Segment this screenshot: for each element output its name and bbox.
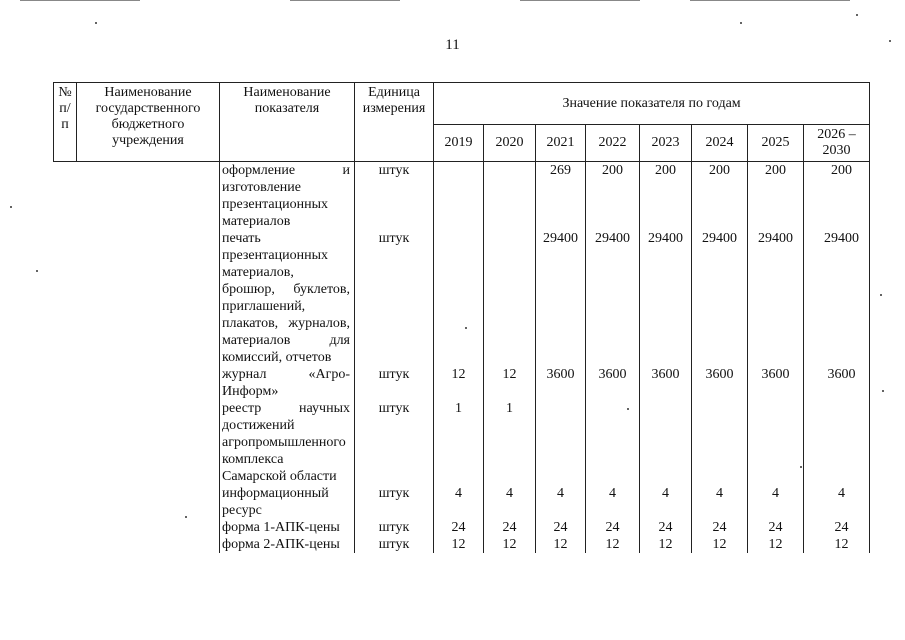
header-num: № п/п bbox=[54, 83, 77, 162]
cell-value: 29400 bbox=[748, 230, 804, 366]
cell-num bbox=[54, 400, 77, 485]
cell-value: 12 bbox=[804, 536, 870, 553]
cell-num bbox=[54, 162, 77, 231]
table-body bbox=[54, 162, 870, 554]
header-year: 2024 bbox=[692, 125, 748, 162]
cell-institution bbox=[77, 230, 220, 366]
cell-value: 4 bbox=[748, 485, 804, 519]
cell-value: 269 bbox=[536, 162, 586, 231]
cell-num bbox=[54, 230, 77, 366]
scan-speck bbox=[740, 22, 742, 24]
cell-value: 3600 bbox=[536, 366, 586, 400]
cell-value: 12 bbox=[640, 536, 692, 553]
cell-value bbox=[586, 400, 640, 485]
cell-value: 24 bbox=[536, 519, 586, 536]
cell-institution bbox=[77, 400, 220, 485]
cell-value bbox=[804, 400, 870, 485]
scan-speck bbox=[95, 22, 97, 24]
cell-value bbox=[748, 400, 804, 485]
cell-indicator: журнал «Агро-Информ» bbox=[220, 366, 355, 400]
cell-unit: штук bbox=[355, 400, 434, 485]
scan-edge-line bbox=[290, 0, 400, 1]
cell-num bbox=[54, 366, 77, 400]
cell-value: 24 bbox=[748, 519, 804, 536]
cell-unit: штук bbox=[355, 162, 434, 231]
header-year: 2019 bbox=[434, 125, 484, 162]
cell-value: 4 bbox=[536, 485, 586, 519]
cell-value: 24 bbox=[804, 519, 870, 536]
cell-value: 29400 bbox=[640, 230, 692, 366]
cell-value bbox=[640, 400, 692, 485]
page-number: 11 bbox=[445, 37, 460, 53]
cell-indicator: оформление и изготовление презентационных материалов bbox=[220, 162, 355, 231]
cell-value bbox=[484, 230, 536, 366]
cell-institution bbox=[77, 485, 220, 519]
cell-value: 3600 bbox=[692, 366, 748, 400]
cell-value: 29400 bbox=[536, 230, 586, 366]
table-row bbox=[54, 230, 870, 366]
cell-num bbox=[54, 519, 77, 536]
cell-value: 200 bbox=[640, 162, 692, 231]
header-values-by-year: Значение показателя по годам bbox=[434, 83, 870, 125]
cell-unit: штук bbox=[355, 230, 434, 366]
table-row bbox=[54, 519, 870, 536]
cell-value bbox=[692, 400, 748, 485]
cell-value: 1 bbox=[484, 400, 536, 485]
scan-speck bbox=[36, 270, 38, 272]
cell-value: 24 bbox=[692, 519, 748, 536]
cell-indicator: форма 1-АПК-цены bbox=[220, 519, 355, 536]
header-year: 2021 bbox=[536, 125, 586, 162]
cell-value: 4 bbox=[692, 485, 748, 519]
cell-institution bbox=[77, 519, 220, 536]
header-year: 2025 bbox=[748, 125, 804, 162]
cell-unit: штук bbox=[355, 485, 434, 519]
cell-indicator: печать презентационных материалов, брошюр, буклетов, приглашений, плакатов, журналов, материалов для комиссий, отчетов bbox=[220, 230, 355, 366]
cell-institution bbox=[77, 162, 220, 231]
table-row bbox=[54, 162, 870, 231]
indicators-table bbox=[53, 82, 870, 553]
cell-value: 3600 bbox=[804, 366, 870, 400]
cell-value: 3600 bbox=[640, 366, 692, 400]
cell-value: 12 bbox=[536, 536, 586, 553]
scan-speck bbox=[882, 390, 884, 392]
cell-value bbox=[434, 162, 484, 231]
cell-num bbox=[54, 536, 77, 553]
cell-value: 1 bbox=[434, 400, 484, 485]
cell-value: 12 bbox=[484, 536, 536, 553]
scan-speck bbox=[856, 14, 858, 16]
header-year: 2023 bbox=[640, 125, 692, 162]
cell-value bbox=[434, 230, 484, 366]
cell-value: 12 bbox=[692, 536, 748, 553]
cell-value: 3600 bbox=[748, 366, 804, 400]
table-row bbox=[54, 536, 870, 553]
cell-value bbox=[536, 400, 586, 485]
header-year: 2026 – 2030 bbox=[804, 125, 870, 162]
cell-value: 4 bbox=[804, 485, 870, 519]
cell-value: 24 bbox=[484, 519, 536, 536]
cell-value: 24 bbox=[434, 519, 484, 536]
cell-value: 4 bbox=[586, 485, 640, 519]
cell-value: 24 bbox=[586, 519, 640, 536]
header-year: 2020 bbox=[484, 125, 536, 162]
cell-value: 29400 bbox=[692, 230, 748, 366]
cell-value: 12 bbox=[434, 366, 484, 400]
scan-edge-line bbox=[20, 0, 140, 1]
cell-value bbox=[484, 162, 536, 231]
cell-indicator: форма 2-АПК-цены bbox=[220, 536, 355, 553]
cell-unit: штук bbox=[355, 519, 434, 536]
cell-value: 24 bbox=[640, 519, 692, 536]
scan-edge-line bbox=[520, 0, 640, 1]
scan-edge-line bbox=[690, 0, 850, 1]
cell-unit: штук bbox=[355, 366, 434, 400]
cell-indicator: реестр научных достижений агропромышленного комплекса Самарской области bbox=[220, 400, 355, 485]
cell-value: 12 bbox=[748, 536, 804, 553]
cell-value: 12 bbox=[484, 366, 536, 400]
cell-value: 4 bbox=[484, 485, 536, 519]
table-row bbox=[54, 400, 870, 485]
cell-value: 12 bbox=[586, 536, 640, 553]
cell-value: 200 bbox=[804, 162, 870, 231]
table-row bbox=[54, 485, 870, 519]
table-row bbox=[54, 366, 870, 400]
cell-unit: штук bbox=[355, 536, 434, 553]
scan-speck bbox=[880, 294, 882, 296]
cell-value: 29400 bbox=[586, 230, 640, 366]
table-header-row bbox=[54, 83, 870, 125]
header-institution: Наименование государственного бюджетного учреждения bbox=[77, 83, 220, 162]
header-indicator: Наименование показателя bbox=[220, 83, 355, 162]
cell-institution bbox=[77, 536, 220, 553]
cell-value: 3600 bbox=[586, 366, 640, 400]
scan-speck bbox=[10, 206, 12, 208]
cell-institution bbox=[77, 366, 220, 400]
cell-value: 12 bbox=[434, 536, 484, 553]
cell-value: 29400 bbox=[804, 230, 870, 366]
cell-indicator: информационный ресурс bbox=[220, 485, 355, 519]
cell-value: 200 bbox=[692, 162, 748, 231]
cell-num bbox=[54, 485, 77, 519]
header-unit: Единица измерения bbox=[355, 83, 434, 162]
cell-value: 4 bbox=[434, 485, 484, 519]
cell-value: 200 bbox=[586, 162, 640, 231]
cell-value: 4 bbox=[640, 485, 692, 519]
header-year: 2022 bbox=[586, 125, 640, 162]
cell-value: 200 bbox=[748, 162, 804, 231]
